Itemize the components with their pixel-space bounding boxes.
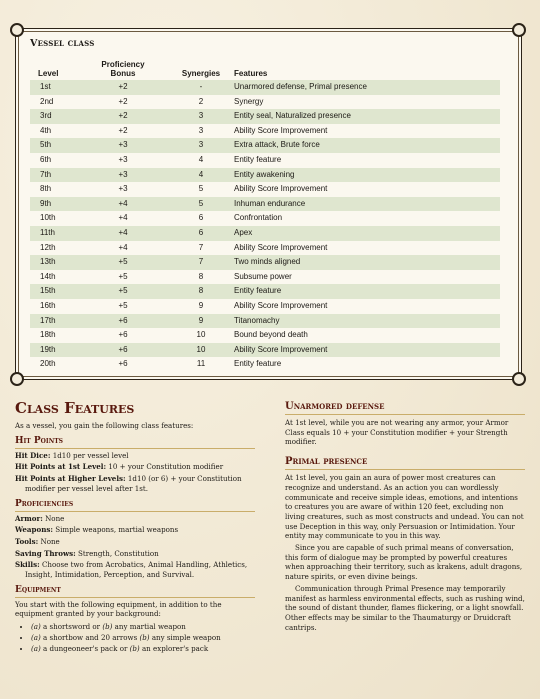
row-proficiency: +4 bbox=[118, 227, 128, 237]
row-proficiency: +4 bbox=[118, 242, 128, 252]
table-row bbox=[30, 328, 500, 343]
row-feature: Ability Score Improvement bbox=[234, 125, 328, 135]
row-proficiency: +4 bbox=[118, 198, 128, 208]
class-features-title: Class Features bbox=[15, 399, 135, 417]
table-body bbox=[30, 80, 500, 372]
table-row bbox=[30, 284, 500, 299]
row-synergies: 3 bbox=[198, 140, 204, 150]
proficiencies-heading: Proficiencies bbox=[15, 499, 255, 512]
unarmored-defense-text: At 1st level, while you are not wearing any armor, your Armor Class equals 10 + your Constitution modifier + your Strength modifier. bbox=[285, 418, 509, 447]
row-synergies: 9 bbox=[198, 315, 204, 325]
intro-text: As a vessel, you gain the following class features: bbox=[15, 421, 194, 430]
row-level: 20th bbox=[40, 359, 56, 369]
right-column bbox=[285, 400, 525, 634]
equipment-item: • (a) a shortsword or (b) any martial weapon bbox=[31, 622, 255, 632]
row-proficiency: +6 bbox=[118, 344, 128, 354]
header-proficiency: Proficiency Bonus bbox=[101, 60, 145, 78]
table-row bbox=[30, 343, 500, 358]
tools-line: Tools: None bbox=[15, 536, 60, 546]
frame-corner-ornament bbox=[10, 23, 24, 37]
table-row bbox=[30, 168, 500, 183]
row-level: 11th bbox=[40, 227, 55, 237]
row-synergies: 9 bbox=[198, 300, 204, 310]
row-proficiency: +3 bbox=[118, 169, 128, 179]
table-row bbox=[30, 299, 500, 314]
primal-presence-p1: At 1st level, you gain an aura of power most creatures can recognize and understand. As an action you can wordlessly communicate and receive simple ideas, emotions, and intentions to creatures you are aware of within 120 feet, excluding non living creatures, such as most constructs and undead. You can not use Deception in this way, only Persuasion or Intimidation. Your entity may communicate to you in this way. bbox=[285, 473, 524, 541]
hp-first-level-line: Hit Points at 1st Level: 10 + your Constitution modifier bbox=[15, 462, 224, 472]
row-synergies: 4 bbox=[198, 169, 204, 179]
row-level: 7th bbox=[40, 169, 52, 179]
row-feature: Ability Score Improvement bbox=[234, 184, 328, 194]
table-row bbox=[30, 226, 500, 241]
equipment-item: • (a) a dungeoneer's pack or (b) an explorer's pack bbox=[31, 644, 255, 654]
row-synergies: 10 bbox=[196, 344, 206, 354]
row-proficiency: +3 bbox=[118, 140, 128, 150]
header-level: Level bbox=[38, 69, 59, 78]
row-synergies: 6 bbox=[198, 227, 204, 237]
row-synergies: 3 bbox=[198, 111, 204, 121]
row-proficiency: +2 bbox=[118, 111, 128, 121]
primal-presence-p3: Communication through Primal Presence may temporarily manifest as harmless environmental effects, such as rushing wind, the sound of distant thunder, flames flickering, or a light snowfall. Other effects may be similar to the Thaumaturgy or Druidcraft cantrips. bbox=[285, 583, 525, 632]
table-row bbox=[30, 182, 500, 197]
table-row bbox=[30, 109, 500, 124]
row-feature: Apex bbox=[234, 227, 253, 237]
primal-presence-p2: Since you are capable of such primal means of conversation, this form of dialogue may be prompted by powerful creatures when approaching their territory, such as krakens, adult dragons, nature spirits, or even divine beings. bbox=[285, 543, 523, 582]
table-row bbox=[30, 270, 500, 285]
row-feature: Two minds aligned bbox=[234, 257, 301, 267]
row-synergies: 6 bbox=[198, 213, 204, 223]
row-synergies: 5 bbox=[198, 184, 204, 194]
table-row bbox=[30, 241, 500, 256]
left-column bbox=[15, 400, 255, 654]
row-level: 19th bbox=[40, 344, 56, 354]
row-synergies: 8 bbox=[198, 286, 204, 296]
hit-dice-line: Hit Dice: 1d10 per vessel level bbox=[15, 450, 129, 460]
row-proficiency: +6 bbox=[118, 315, 128, 325]
row-level: 6th bbox=[40, 154, 52, 164]
hp-higher-levels-line: Hit Points at Higher Levels: 1d10 (or 6) + your Constitution modifier per vessel level after 1st. bbox=[15, 474, 242, 493]
row-proficiency: +4 bbox=[118, 213, 128, 223]
row-proficiency: +6 bbox=[118, 359, 128, 369]
row-proficiency: +5 bbox=[118, 300, 128, 310]
unarmored-defense-heading: Unarmored defense bbox=[285, 400, 525, 415]
row-synergies: - bbox=[199, 82, 203, 91]
row-synergies: 8 bbox=[198, 271, 204, 281]
row-feature: Bound beyond death bbox=[234, 330, 308, 340]
frame-corner-ornament bbox=[512, 23, 526, 37]
row-synergies: 3 bbox=[198, 125, 204, 135]
row-level: 18th bbox=[40, 330, 56, 340]
table-title: Vessel class bbox=[30, 38, 95, 49]
hit-points-heading: Hit Points bbox=[15, 436, 255, 449]
row-level: 9th bbox=[40, 198, 52, 208]
row-synergies: 2 bbox=[198, 96, 204, 106]
row-synergies: 5 bbox=[198, 198, 204, 208]
row-level: 10th bbox=[40, 213, 56, 223]
skills-line: Skills: Choose two from Acrobatics, Animal Handling, Athletics, Insight, Intimidation, Perception, and Survival. bbox=[15, 560, 248, 580]
row-level: 12th bbox=[40, 242, 56, 252]
row-synergies: 7 bbox=[198, 257, 204, 267]
row-level: 15th bbox=[40, 286, 56, 296]
row-feature: Confrontation bbox=[234, 213, 283, 223]
table-row bbox=[30, 138, 500, 153]
row-feature: Subsume power bbox=[234, 271, 292, 281]
equipment-heading: Equipment bbox=[15, 585, 255, 598]
row-proficiency: +3 bbox=[118, 154, 128, 164]
armor-line: Armor: None bbox=[15, 513, 65, 523]
row-synergies: 10 bbox=[196, 330, 206, 340]
row-proficiency: +5 bbox=[118, 257, 128, 267]
header-synergies: Synergies bbox=[181, 69, 221, 78]
row-level: 14th bbox=[40, 271, 56, 281]
header-features: Features bbox=[234, 69, 268, 78]
row-feature: Entity feature bbox=[234, 286, 282, 296]
row-feature: Entity awakening bbox=[234, 169, 295, 179]
table-row bbox=[30, 95, 500, 110]
table-row bbox=[30, 80, 500, 95]
row-synergies: 7 bbox=[198, 242, 204, 252]
row-feature: Ability Score Improvement bbox=[234, 242, 328, 252]
row-level: 2nd bbox=[40, 96, 54, 106]
equipment-intro: You start with the following equipment, in addition to the equipment granted by your background: bbox=[15, 599, 222, 619]
table-row bbox=[30, 357, 500, 372]
row-feature: Synergy bbox=[234, 96, 264, 106]
row-level: 1st bbox=[40, 82, 51, 91]
row-feature: Ability Score Improvement bbox=[234, 344, 328, 354]
row-level: 8th bbox=[40, 184, 52, 194]
primal-presence-heading: Primal presence bbox=[285, 455, 525, 470]
row-proficiency: +5 bbox=[118, 271, 128, 281]
row-level: 3rd bbox=[40, 111, 52, 121]
row-proficiency: +2 bbox=[118, 125, 128, 135]
row-level: 13th bbox=[40, 257, 56, 267]
row-feature: Titanomachy bbox=[234, 315, 280, 325]
table-row bbox=[30, 314, 500, 329]
row-proficiency: +2 bbox=[118, 82, 128, 91]
row-level: 4th bbox=[40, 125, 52, 135]
frame-corner-ornament bbox=[10, 372, 24, 386]
row-synergies: 4 bbox=[198, 154, 204, 164]
equipment-item: • (a) a shortbow and 20 arrows (b) any simple weapon bbox=[31, 633, 255, 643]
row-feature: Unarmored defense, Primal presence bbox=[234, 82, 367, 91]
row-level: 5th bbox=[40, 140, 52, 150]
row-feature: Entity feature bbox=[234, 359, 282, 369]
row-level: 16th bbox=[40, 300, 56, 310]
equipment-list bbox=[15, 622, 255, 653]
row-proficiency: +3 bbox=[118, 184, 128, 194]
row-feature: Inhuman endurance bbox=[234, 198, 306, 208]
table-header bbox=[30, 58, 500, 80]
table-row bbox=[30, 255, 500, 270]
table-row bbox=[30, 124, 500, 139]
saving-throws-line: Saving Throws: Strength, Constitution bbox=[15, 548, 159, 558]
row-feature: Entity seal, Naturalized presence bbox=[234, 111, 351, 121]
row-synergies: 11 bbox=[196, 359, 206, 369]
row-feature: Ability Score Improvement bbox=[234, 300, 328, 310]
row-feature: Extra attack, Brute force bbox=[234, 140, 320, 150]
row-proficiency: +2 bbox=[118, 96, 128, 106]
row-feature: Entity feature bbox=[234, 154, 282, 164]
table-row bbox=[30, 153, 500, 168]
weapons-line: Weapons: Simple weapons, martial weapons bbox=[15, 525, 179, 535]
row-proficiency: +5 bbox=[118, 286, 128, 296]
row-level: 17th bbox=[40, 315, 56, 325]
row-proficiency: +6 bbox=[118, 330, 128, 340]
table-row bbox=[30, 197, 500, 212]
frame-corner-ornament bbox=[512, 372, 526, 386]
table-row bbox=[30, 211, 500, 226]
